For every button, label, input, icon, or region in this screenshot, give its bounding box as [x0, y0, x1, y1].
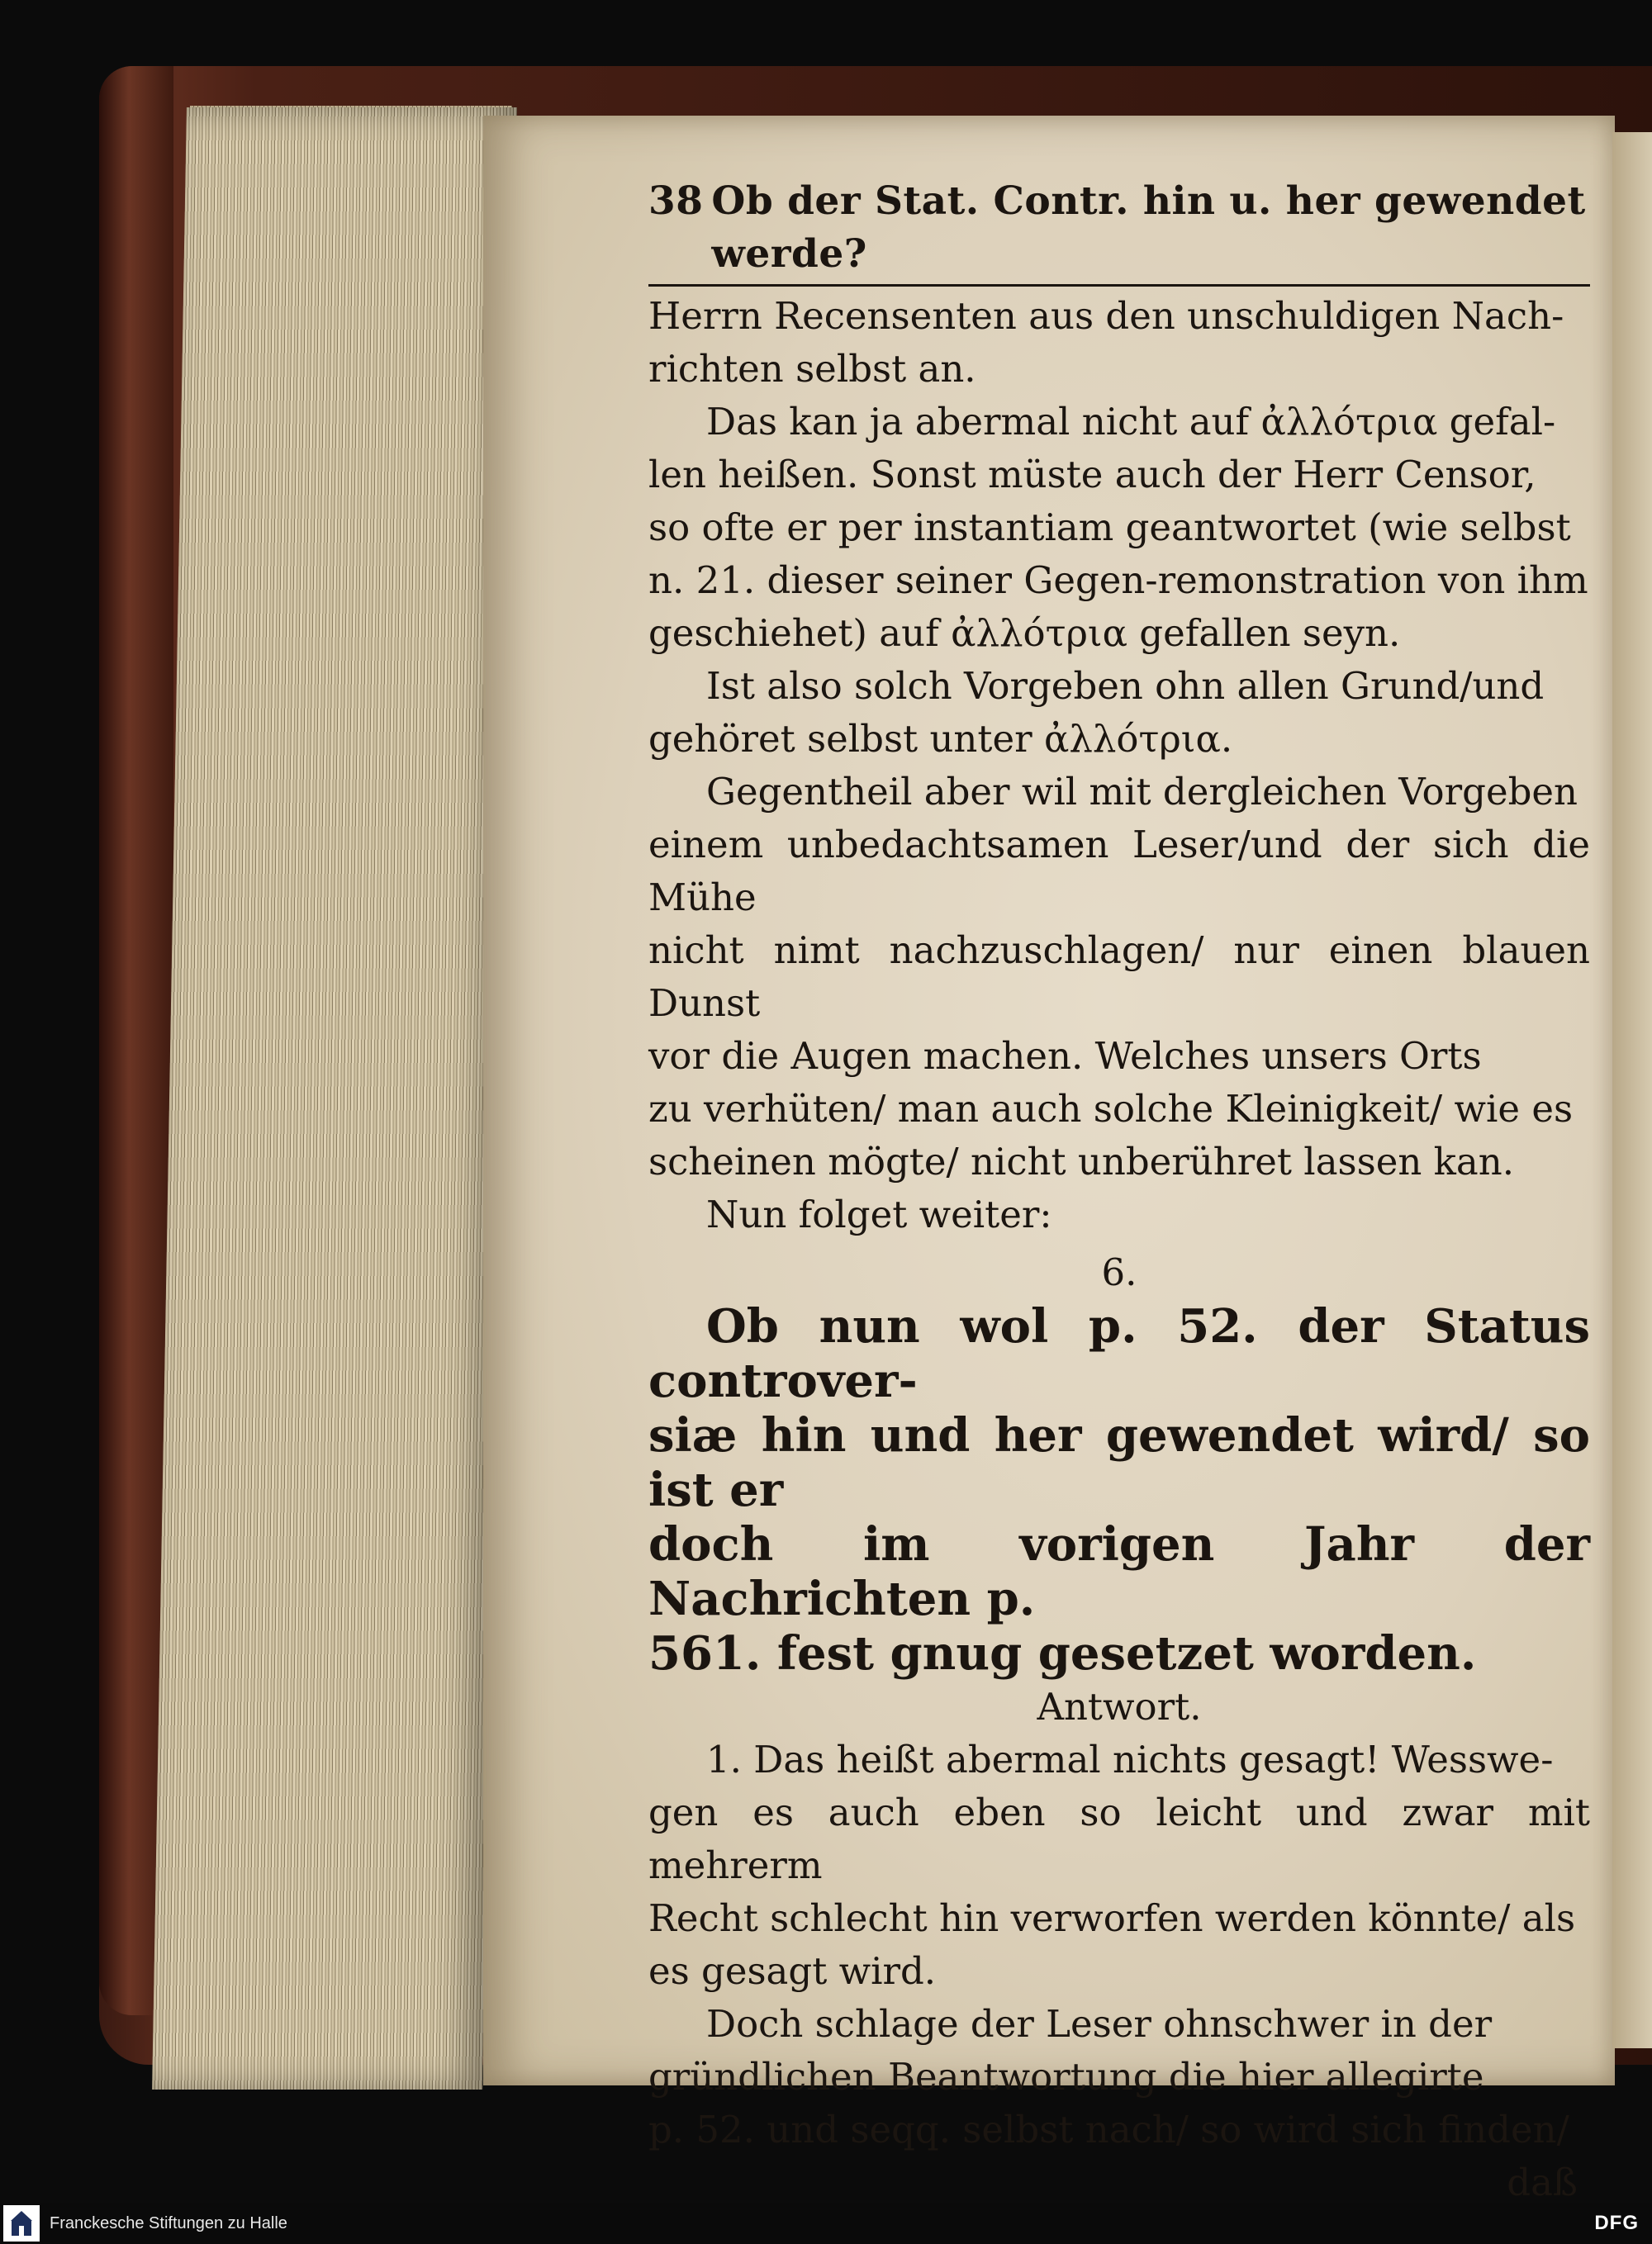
foundation-logo-icon: [3, 2205, 40, 2242]
institution-name: Franckesche Stiftungen zu Halle: [50, 2213, 287, 2232]
text-line: Das kan ja abermal nicht auf ἀλλότρια gefal-: [706, 400, 1556, 444]
text-line: scheinen mögte/ nicht unberühret lassen kan.: [648, 1140, 1515, 1184]
text-line: len heißen. Sonst müste auch der Herr Censor,: [648, 453, 1536, 496]
catchword: daß: [1507, 2161, 1578, 2203]
text-line: nicht nimt nachzuschlagen/ nur einen blauen Dunst: [648, 928, 1590, 1025]
text-line: Recht schlecht hin verworfen werden könnte/ als: [648, 1896, 1576, 1940]
page-edges: [152, 107, 517, 2090]
text-line: Ist also solch Vorgeben ohn allen Grund/und: [706, 664, 1545, 708]
text-line: 1. Das heißt abermal nichts gesagt! Wesswe-: [706, 1738, 1554, 1781]
text-line: gen es auch eben so leicht und zwar mit mehrerm: [648, 1791, 1590, 1887]
question-heading-line: doch im vorigen Jahr der Nachrichten p.: [648, 1517, 1590, 1626]
text-line: es gesagt wird.: [648, 1949, 937, 1993]
text-line: Doch schlage der Leser ohnschwer in der: [706, 2002, 1493, 2046]
text-line: gehöret selbst unter ἀλλότρια.: [648, 717, 1233, 761]
text-line: einem unbedachtsamen Leser/und der sich die Mühe: [648, 823, 1590, 919]
text-line: so ofte er per instantiam geantwortet (wie selbst: [648, 505, 1571, 549]
text-line: n. 21. dieser seiner Gegen-remonstration von ihm: [648, 558, 1588, 602]
text-line: Gegentheil aber wil mit dergleichen Vorgeben: [706, 770, 1578, 814]
question-heading-line: siæ hin und her gewendet wird/ so ist er: [648, 1408, 1590, 1517]
text-line: p. 52. und seqq. selbst nach/ so wird sich finden/: [648, 2108, 1569, 2151]
facing-page-edge: [1612, 132, 1652, 2048]
text-line: Herrn Recensenten aus den unschuldigen Nach-: [648, 294, 1564, 338]
text-line: richten selbst an.: [648, 347, 976, 391]
page-number: 38: [648, 178, 704, 224]
question-heading-line: Ob nun wol p. 52. der Status controver-: [648, 1299, 1590, 1408]
text-line: gründlichen Beantwortung die hier allegirte: [648, 2055, 1484, 2099]
text-line: zu verhüten/ man auch solche Kleinigkeit/ wie es: [648, 1087, 1574, 1131]
dfg-logo: DFG: [1594, 2212, 1639, 2234]
section-number: 6.: [1101, 1250, 1137, 1294]
footer-bar: [0, 2203, 1652, 2244]
text-line: geschiehet) auf ἀλλότρια gefallen seyn.: [648, 611, 1401, 655]
page-text: [648, 175, 1590, 2203]
text-line: vor die Augen machen. Welches unsers Orts: [648, 1034, 1482, 1078]
answer-title: Antwort.: [1037, 1685, 1202, 1729]
question-heading-line: 561. fest gnug gesetzet worden.: [648, 1626, 1477, 1681]
running-head: [648, 175, 1590, 287]
running-head-title: Ob der Stat. Contr. hin u. her gewendet werde?: [711, 178, 1586, 277]
text-line: Nun folget weiter:: [706, 1193, 1052, 1236]
